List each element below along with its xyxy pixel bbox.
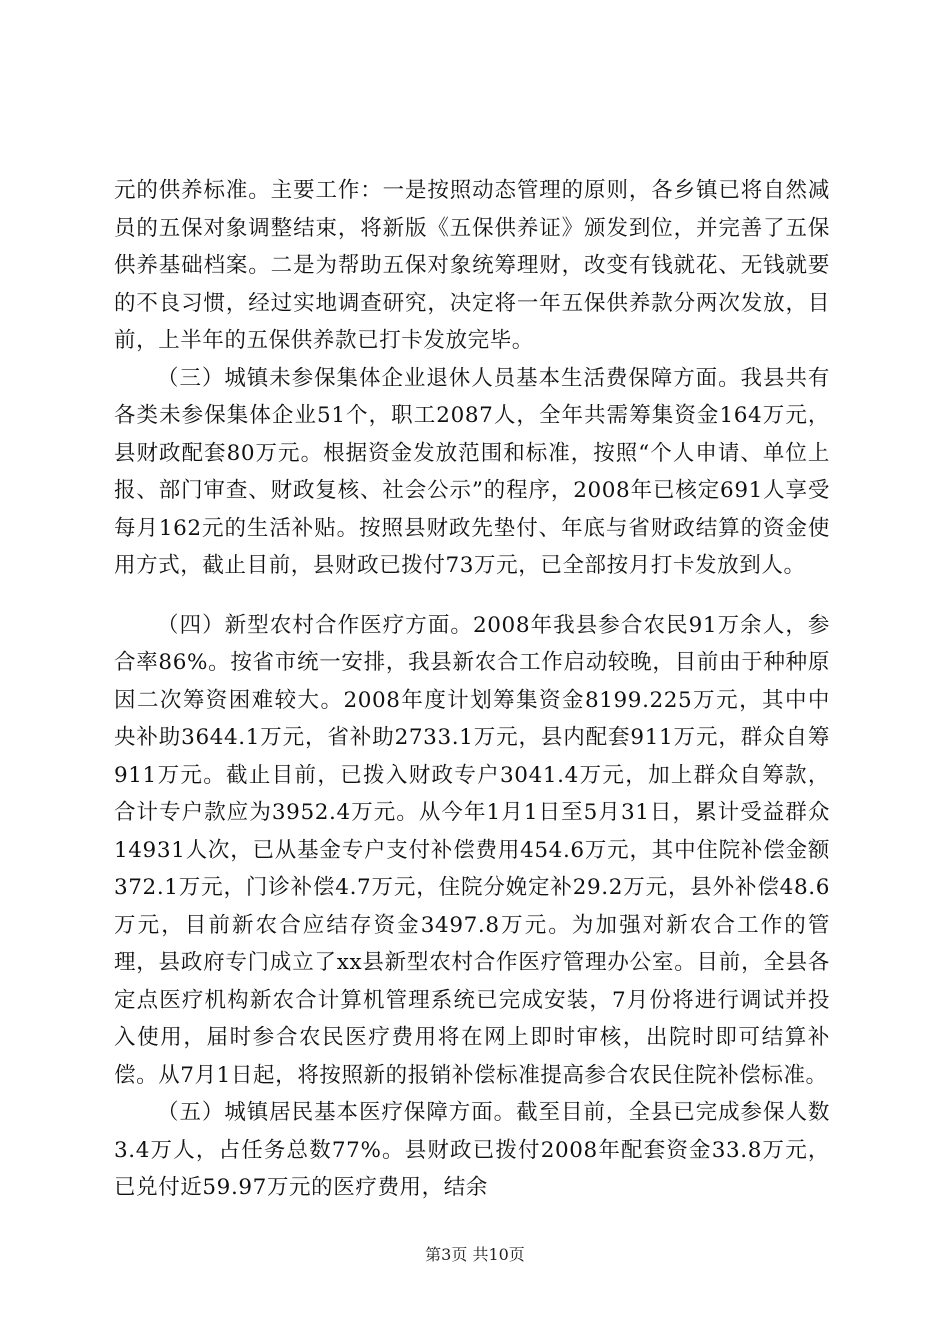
paragraph-section-5: （五）城镇居民基本医疗保障方面。截至目前，全县已完成参保人数3.4万人，占任务总数77%。县财政已拨付2008年配套资金33.8万元，已兑付近59.97万元的医疗费用，结余 bbox=[114, 1100, 830, 1200]
paragraph-section-3: （三）城镇未参保集体企业退休人员基本生活费保障方面。我县共有各类未参保集体企业51个，职工2087人，全年共需筹集资金164万元，县财政配套80万元。根据资金发放范围和标准，按照“个人申请、单位上报、部门审查、财政复核、社会公示”的程序，2008年已核定691人享受每月162元的生活补贴。按照县财政先垫付、年底与省财政结算的资金使用方式，截止目前，县财政已拨付73万元，已全部按月打卡发放到人。 bbox=[114, 365, 830, 578]
paragraph-wubao-continuation: 元的供养标准。主要工作：一是按照动态管理的原则，各乡镇已将自然减员的五保对象调整结束，将新版《五保供养证》颁发到位，并完善了五保供养基础档案。二是为帮助五保对象统筹理财，改变有钱就花、无钱就要的不良习惯，经过实地调查研究，决定将一年五保供养款分两次发放，目前，上半年的五保供养款已打卡发放完毕。 bbox=[114, 178, 830, 353]
page-number-footer: 第3页 共10页 bbox=[425, 1245, 525, 1264]
paragraph-section-4: （四）新型农村合作医疗方面。2008年我县参合农民91万余人，参合率86%。按省市统一安排，我县新农合工作启动较晚，目前由于种种原因二次筹资困难较大。2008年度计划筹集资金8199.225万元，其中中央补助3644.1万元，省补助2733.1万元，县内配套911万元，群众自筹911万元。截止目前，已拨入财政专户3041.4万元，加上群众自筹款，合计专户款应为3952.4万元。从今年1月1日至5月31日，累计受益群众14931人次，已从基金专户支付补偿费用454.6万元，其中住院补偿金额372.1万元，门诊补偿4.7万元，住院分娩定补29.2万元，县外补偿48.6万元，目前新农合应结存资金3497.8万元。为加强对新农合工作的管理，县政府专门成立了xx县新型农村合作医疗管理办公室。目前，全县各定点医疗机构新农合计算机管理系统已完成安装，7月份将进行调试并投入使用，届时参合农民医疗费用将在网上即时审核，出院时即可结算补偿。从7月1日起，将按照新的报销补偿标准提高参合农民住院补偿标准。 bbox=[114, 612, 830, 1088]
document-body bbox=[114, 172, 830, 1207]
